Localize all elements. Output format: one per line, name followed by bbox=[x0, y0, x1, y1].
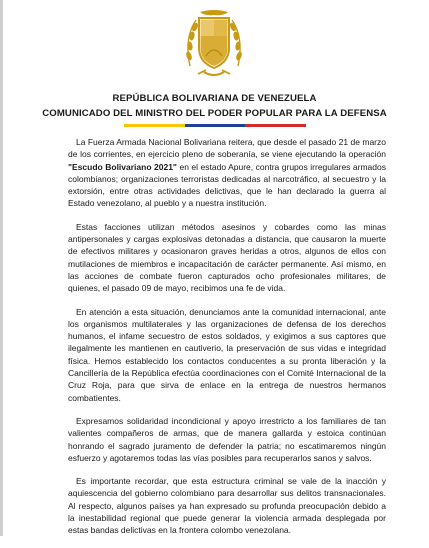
flag-stripe bbox=[124, 124, 306, 127]
document-title: REPÚBLICA BOLIVARIANA DE VENEZUELA bbox=[112, 93, 317, 104]
page-edge-divider bbox=[0, 0, 3, 536]
flag-stripe-red bbox=[245, 124, 306, 127]
document-subtitle: COMUNICADO DEL MINISTRO DEL PODER POPULAR PARA LA DEFENSA bbox=[42, 108, 387, 119]
flag-stripe-blue bbox=[185, 124, 246, 127]
paragraph-1-text-b: en el estado Apure, contra grupos irregulares armados colombianos; organizaciones terroristas dedicadas al narcotráfico, al secuestro y la extorsión, entre otras actividades delictivas, que le han declarado la guerra al Estado venezolano, al pueblo y a nuestra institución. bbox=[68, 161, 386, 209]
flag-stripe-yellow bbox=[124, 124, 185, 127]
paragraph-4: Expresamos solidaridad incondicional y apoyo irrestricto a los familiares de tan valientes compañeros de armas, que de manera gallarda y estoica continúan honrando el sagrado juramento de defender la patria; no escatimaremos ningún esfuerzo y agotaremos todas las vías posibles para recuperarlos sanos y salvos. bbox=[68, 415, 386, 463]
paragraph-3: En atención a esta situación, denunciamos ante la comunidad internacional, ante los organismos multilaterales y las organizaciones de defensa de los derechos humanos, el infame secuestro de estos soldados, y exigimos a sus captores que ilegalmente les mantienen en cautiverio, la preservación de sus vidas e integridad física. Hemos establecido los contactos conducentes a su pronta liberación y la Cancillería de la República efectúa coordinaciones con el Comité Internacional de la Cruz Roja, para que sirva de enlace en la entrega de nuestros hermanos combatientes. bbox=[68, 306, 386, 403]
paragraph-1-text-a: La Fuerza Armada Nacional Bolivariana reitera, que desde el pasado 21 de marzo de los corrientes, en ejercicio pleno de soberanía, se viene ejecutando la operación bbox=[68, 137, 386, 160]
operation-name: "Escudo Bolivariano 2021" bbox=[68, 161, 177, 172]
paragraph-2: Estas facciones utilizan métodos asesinos y cobardes como las minas antipersonales y cargas explosivas detonadas a distancia, que causaron la muerte de efectivos militares y ocasionaron graves heridas a otros, algunos de ellos con mutilaciones de miembros e incapacitación de carácter permanente. Así mismo, en las acciones de combate fueron capturados ocho profesionales militares, de quienes, el pasado 09 de mayo, recibimos una fe de vida. bbox=[68, 221, 386, 294]
coat-of-arms-icon bbox=[184, 8, 244, 82]
paragraph-1 bbox=[68, 136, 386, 210]
communique-body bbox=[68, 136, 386, 548]
paragraph-5: Es importante recordar, que esta estructura criminal se vale de la inacción y aquiescencia del gobierno colombiano para desarrollar sus delitos transnacionales. Al respecto, algunos países ya han expresado su profunda preocupación debido a la inestabilidad regional que puede generar la violencia armada desplegada por estas bandas delictivas en la frontera colombo venezolana. bbox=[68, 476, 386, 536]
